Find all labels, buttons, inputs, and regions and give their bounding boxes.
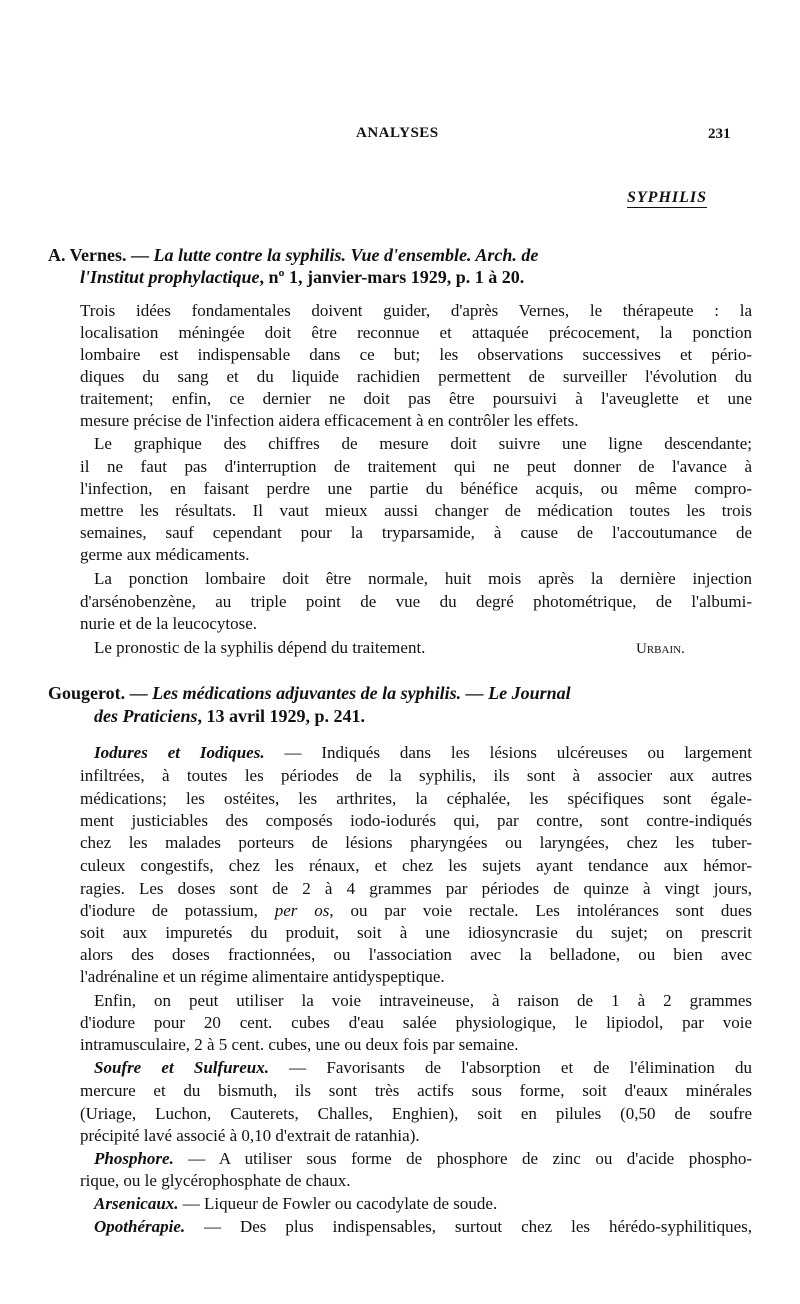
- article2-line: chez les malades porteurs de lésions pharyngées ou laryngées, chez les tuber-: [80, 833, 752, 852]
- article2-line: mercure et du bismuth, ils sont très actifs sous forme, soit d'eaux minérales: [80, 1081, 752, 1100]
- article1-line: d'arsénobenzène, au triple point de vue du degré photométrique, de l'albumi-: [80, 592, 752, 611]
- page-number: 231: [708, 126, 731, 142]
- article2-line: soit aux impuretés du produit, soit à une idiosyncrasie du sujet; on prescrit: [80, 923, 752, 942]
- article2-line: intramusculaire, 2 à 5 cent. cubes, une ou deux fois par semaine.: [80, 1035, 519, 1054]
- subheading-arsenicaux: Arsenicaux.: [94, 1194, 179, 1213]
- article2-line: Enfin, on peut utiliser la voie intraveineuse, à raison de 1 à 2 grammes: [94, 991, 752, 1010]
- article1-line: Trois idées fondamentales doivent guider, d'après Vernes, le thérapeute : la: [80, 301, 752, 320]
- article1-reference-line1: A. Vernes. — La lutte contre la syphilis. Vue d'ensemble. Arch. de: [48, 245, 539, 265]
- article2-line: précipité lavé associé à 0,10 d'extrait de ratanhia).: [80, 1126, 420, 1145]
- article1-line: traitement; enfin, ce dernier ne doit pas être poursuivi à l'aveuglette et une: [80, 389, 752, 408]
- article1-line: lombaire est indispensable dans ce but; les observations successives et pério-: [80, 345, 752, 364]
- article1-line: germe aux médicaments.: [80, 545, 250, 564]
- subheading-iodures: Iodures et Iodiques.: [94, 743, 265, 762]
- article2-line: d'iodure pour 20 cent. cubes d'eau salée physiologique, le lipiodol, par voie: [80, 1013, 752, 1032]
- section-heading: SYPHILIS: [627, 189, 708, 206]
- article1-line: Le graphique des chiffres de mesure doit suivre une ligne descendante;: [94, 434, 752, 453]
- article2-line: culeux congestifs, chez les rénaux, et chez les sujets ayant tendance aux hémor-: [80, 856, 752, 875]
- article1-line: mettre les résultats. Il vaut mieux aussi changer de médication toutes les trois: [80, 501, 752, 520]
- article1-line: Le pronostic de la syphilis dépend du traitement.: [94, 638, 426, 657]
- article2-line: ment justiciables des composés iodo-iodurés qui, par contre, sont contre-indiqués: [80, 811, 752, 830]
- article2-line: alors des doses fractionnées, ou l'association avec la belladone, ou bien avec: [80, 945, 752, 964]
- article1-line: La ponction lombaire doit être normale, huit mois après la dernière injection: [94, 569, 752, 588]
- article2-reference-line2: des Praticiens, 13 avril 1929, p. 241.: [94, 706, 366, 726]
- running-title: ANALYSES: [356, 125, 439, 141]
- article2-line: d'iodure de potassium, per os, ou par voie rectale. Les intolérances sont dues: [80, 901, 753, 920]
- subheading-phosphore: Phosphore.: [94, 1149, 174, 1168]
- article1-signature: Urbain.: [636, 641, 685, 657]
- article1-line: localisation méningée doit être reconnue et attaquée précocement, la ponction: [80, 323, 752, 342]
- article2-line: infiltrées, à toutes les périodes de la syphilis, ils sont à associer aux autres: [80, 766, 752, 785]
- article2-line: Arsenicaux. — Liqueur de Fowler ou cacodylate de soude.: [94, 1194, 498, 1213]
- article2-line: Opothérapie. — Des plus indispensables, surtout chez les hérédo-syphilitiques,: [94, 1217, 752, 1236]
- article2-reference-line1: Gougerot. — Les médications adjuvantes de la syphilis. — Le Journal: [48, 683, 571, 703]
- article1-line: il ne faut pas d'interruption de traitement qui ne peut donner de l'avance à: [80, 457, 752, 476]
- article2-line: Iodures et Iodiques. — Indiqués dans les lésions ulcéreuses ou largement: [94, 743, 752, 762]
- article2-line: (Uriage, Luchon, Cauterets, Challes, Enghien), soit en pilules (0,50 de soufre: [80, 1104, 752, 1123]
- subheading-soufre: Soufre et Sulfureux.: [94, 1058, 269, 1077]
- article2-line: ragies. Les doses sont de 2 à 4 grammes par périodes de quinze à vingt jours,: [80, 879, 752, 898]
- article2-line: Phosphore. — A utiliser sous forme de phosphore de zinc ou d'acide phospho-: [94, 1149, 752, 1168]
- article1-reference-line2: l'Institut prophylactique, nº 1, janvier-mars 1929, p. 1 à 20.: [80, 267, 525, 287]
- article1-line: diques du sang et du liquide rachidien permettent de surveiller l'évolution du: [80, 367, 752, 386]
- article2-line: rique, ou le glycérophosphate de chaux.: [80, 1171, 351, 1190]
- article1-line: l'infection, en faisant perdre une partie du bénéfice acquis, ou même compro-: [80, 479, 752, 498]
- article2-line: Soufre et Sulfureux. — Favorisants de l'absorption et de l'élimination du: [94, 1058, 753, 1077]
- article2-line: l'adrénaline et un régime alimentaire antidyspeptique.: [80, 967, 445, 986]
- article1-line: nurie et de la leucocytose.: [80, 614, 258, 633]
- article2-line: médications; les ostéites, les arthrites, la céphalée, les spécifiques sont égale-: [80, 789, 752, 808]
- article1-line: semaines, sauf cependant pour la tryparsamide, à cause de l'accoutumance de: [80, 523, 752, 542]
- article1-line: mesure précise de l'infection aidera efficacement à en contrôler les effets.: [80, 411, 579, 430]
- subheading-opotherapie: Opothérapie.: [94, 1217, 186, 1236]
- per-os: per os: [274, 901, 330, 920]
